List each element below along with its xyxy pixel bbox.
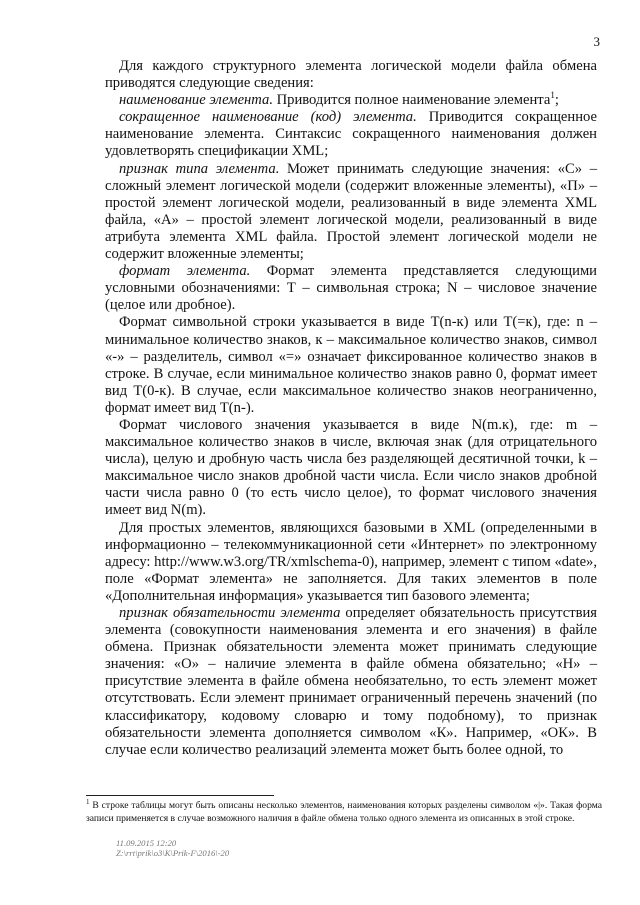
- footnote-text: В строке таблицы могут быть описаны несколько элементов, наименования которых разделены символом «|». Такая форма записи применяется в случае возможного наличия в файле обмена только одного элемента из описанных в этой строке.: [86, 800, 602, 824]
- term-element-type: признак типа элемента.: [119, 160, 280, 177]
- stamp-path: Z:\rrt\prik\o3\K\Prik-F\2016\-20: [116, 848, 230, 858]
- term-obligation: признак обязательности элемента: [119, 605, 341, 621]
- term-element-name: наименование элемента.: [119, 92, 273, 109]
- paragraph-obligation: [105, 605, 597, 759]
- paragraph-tail: ;: [554, 92, 559, 109]
- definition-element-code: Приводится сокращенное наименование элемента. Синтаксис сокращенного наименования должен удовлетворять спецификации XML;: [105, 109, 597, 160]
- paragraph-element-format: [105, 263, 597, 314]
- paragraph-element-type: [105, 161, 597, 264]
- paragraph-element-code: [105, 109, 597, 160]
- definition-obligation: определяет обязательность присутствия элемента (совокупности наименования элемента и его значения) в файле обмена. Признак обязательности элемента может принимать следующие значения: «О» – наличие элемента в файле обмена обязательно; «Н» – присутствие элемента в файле обмена необязательно, то есть элемент может отсутствовать. Если элемент принимает ограниченный перечень значений (по классификатору, кодовому словарю и тому подобному), то признак обязательности элемента дополняется символом «К». Например, «ОК». В случае если количество реализаций элемента может быть более одной, то: [105, 605, 597, 758]
- term-element-format: формат элемента.: [119, 263, 251, 280]
- footnote-separator: [86, 795, 274, 796]
- page-number: 3: [593, 34, 600, 49]
- paragraph-element-name: [105, 92, 597, 109]
- footnote-marker: 1: [86, 797, 90, 806]
- footnote: [86, 797, 602, 825]
- paragraph-base-types: Для простых элементов, являющихся базовыми в XML (определенными в информационно – телекоммуникационной сети «Интернет» по электронному адресу: http://www.w3.org/TR/xmlschema-0), например, элемент с типом «date», поле «Формат элемента» не заполняется. Для таких элементов в поле «Дополнительная информация» указывается тип базового элемента;: [105, 519, 597, 604]
- paragraph-number-format: Формат числового значения указывается в виде N(m.к), где: m – максимальное количество знаков в числе, включая знак (для отрицательного числа), целую и дробную часть числа без разделяющей десятичной точки, k – максимальное число знаков дробной части числа. Если число знаков дробной части числа равно 0 (то есть число целое), то формат числового значения имеет вид N(m).: [105, 416, 597, 519]
- file-stamp: [116, 838, 229, 858]
- stamp-date: 11.09.2015 12:20: [116, 838, 177, 848]
- definition-element-format: Формат элемента представляется следующими условными обозначениями: Т – символьная строка; N – числовое значение (целое или дробное).: [105, 263, 597, 314]
- footnote-reference: 1: [550, 90, 555, 101]
- paragraph-intro: Для каждого структурного элемента логической модели файла обмена приводятся следующие сведения:: [105, 58, 597, 92]
- definition-element-type: Может принимать следующие значения: «С» – сложный элемент логической модели (содержит вложенные элементы), «П» – простой элемент логической модели, реализованный в виде элемента XML файла, «А» – простой элемент логической модели, реализованный в виде атрибута элемента XML файла. Простой элемент логической модели не содержит вложенные элементы;: [105, 160, 597, 263]
- paragraph-string-format: Формат символьной строки указывается в виде Т(n-к) или Т(=к), где: n – минимальное количество знаков, к – максимальное количество знаков, символ «-» – разделитель, символ «=» означает фиксированное количество знаков в строке. В случае, если минимальное количество знаков равно 0, формат имеет вид Т(0-к). В случае, если максимальное количество знаков неограниченно, формат имеет вид Т(n-).: [105, 314, 597, 416]
- definition-element-name: Приводится полное наименование элемента: [272, 92, 551, 109]
- body-text: [105, 58, 597, 759]
- term-element-code: сокращенное наименование (код) элемента.: [119, 109, 417, 126]
